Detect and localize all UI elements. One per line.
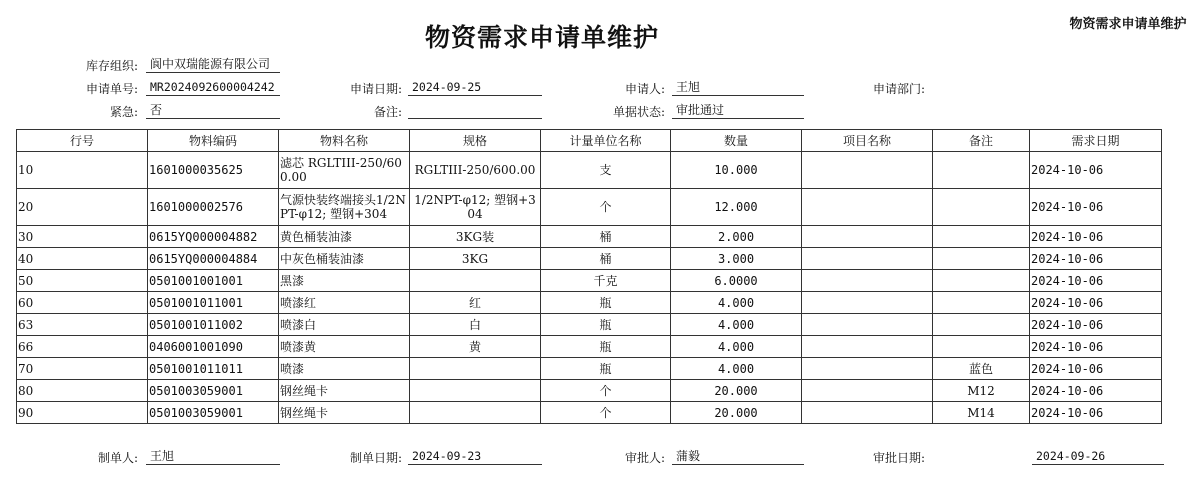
cell-remark [933,314,1030,336]
cell-qty-text: 4.000 [717,295,755,310]
cell-unit [541,226,671,248]
cell-qty [671,248,802,270]
cell-code [148,248,279,270]
request-number-field[interactable]: MR2024092600004242 [146,79,280,96]
col-header-unit: 计量单位名称 [541,130,671,152]
cell-name [279,380,410,402]
cell-qty-text: 3.000 [717,251,755,266]
cell-code [148,402,279,424]
cell-qty [671,380,802,402]
cell-date-text: 2024-10-06 [1031,295,1104,310]
cell-spec [410,270,541,292]
cell-line-text: 20 [18,200,34,214]
cell-qty-text: 4.000 [717,317,755,332]
cell-code-text: 0615YQ000004882 [149,229,258,244]
cell-remark [933,226,1030,248]
cell-date-text: 2024-10-06 [1031,383,1104,398]
table-row[interactable] [17,314,1162,336]
cell-spec-text: RGLTIII-250/600.00 [414,163,536,177]
cell-line-text: 30 [18,229,34,244]
cell-name-text: 钢丝绳卡 [280,383,329,398]
status-field[interactable]: 审批通过 [672,102,804,119]
cell-spec [410,292,541,314]
cell-unit-text: 个 [599,383,612,398]
cell-project [802,380,933,402]
cell-date [1030,226,1162,248]
cell-remark [933,189,1030,226]
cell-spec [410,314,541,336]
cell-remark [933,152,1030,189]
maker-field[interactable]: 王旭 [146,448,280,465]
cell-spec [410,152,541,189]
cell-line [17,248,148,270]
materials-table [16,129,1162,424]
table-row[interactable] [17,292,1162,314]
cell-qty [671,358,802,380]
cell-unit-text: 瓶 [599,317,612,332]
cell-spec-text: 3KG [461,251,489,266]
cell-line-text: 40 [18,251,34,266]
cell-code-text: 0501003059001 [149,405,243,420]
status-label: 单据状态: [612,105,665,119]
cell-unit [541,380,671,402]
cell-spec-text: 1/2NPT-φ12; 塑钢+304 [414,193,536,221]
remark-label: 备注: [373,105,402,119]
cell-line-text: 60 [18,295,34,310]
cell-project [802,314,933,336]
cell-line [17,226,148,248]
cell-spec-text: 红 [468,295,481,310]
cell-remark [933,248,1030,270]
col-header-name: 物料名称 [279,130,410,152]
cell-line [17,380,148,402]
cell-code-text: 0501001011001 [149,295,243,310]
cell-name-text: 中灰色桶装油漆 [280,251,365,266]
cell-spec-text: 白 [468,317,481,332]
cell-qty [671,402,802,424]
table-header-row [17,130,1162,152]
cell-project [802,402,933,424]
col-header-project: 项目名称 [802,130,933,152]
col-header-remark: 备注 [933,130,1030,152]
cell-project [802,248,933,270]
col-header-code: 物料编码 [148,130,279,152]
cell-qty [671,270,802,292]
cell-remark [933,402,1030,424]
cell-code [148,314,279,336]
request-date-field[interactable]: 2024-09-25 [408,79,542,96]
cell-code-text: 0501001001001 [149,273,243,288]
cell-remark [933,380,1030,402]
cell-code [148,292,279,314]
cell-unit-text: 桶 [599,229,612,244]
cell-name [279,226,410,248]
cell-date-text: 2024-10-06 [1031,251,1104,266]
cell-line [17,152,148,189]
request-number-label: 申请单号: [85,82,138,96]
applicant-field[interactable]: 王旭 [672,79,804,96]
cell-qty-text: 20.000 [714,383,758,398]
cell-name [279,358,410,380]
col-header-line: 行号 [17,130,148,152]
cell-qty-text: 6.0000 [714,273,758,288]
cell-qty [671,226,802,248]
cell-project [802,189,933,226]
cell-date-text: 2024-10-06 [1031,163,1104,177]
cell-unit-text: 支 [599,163,612,177]
cell-name-text: 喷漆 [280,361,305,376]
cell-date [1030,189,1162,226]
cell-date-text: 2024-10-06 [1031,273,1104,288]
cell-line [17,189,148,226]
approver-field[interactable]: 蒲毅 [672,448,804,465]
cell-project [802,292,933,314]
cell-remark [933,358,1030,380]
cell-name [279,189,410,226]
cell-remark [933,292,1030,314]
cell-spec-text: 黄 [468,339,481,354]
cell-date [1030,292,1162,314]
cell-qty-text: 12.000 [714,200,758,214]
cell-unit-text: 桶 [599,251,612,266]
cell-qty-text: 4.000 [717,339,755,354]
cell-qty [671,314,802,336]
cell-line-text: 70 [18,361,34,376]
cell-line-text: 63 [18,317,34,332]
cell-unit [541,189,671,226]
cell-name-text: 黄色桶装油漆 [280,229,353,244]
table-row[interactable] [17,226,1162,248]
cell-code [148,336,279,358]
cell-unit [541,152,671,189]
cell-code [148,380,279,402]
cell-qty [671,336,802,358]
cell-name-text: 钢丝绳卡 [280,405,329,420]
cell-project [802,152,933,189]
cell-date-text: 2024-10-06 [1031,200,1104,214]
table-row[interactable] [17,248,1162,270]
table-row[interactable] [17,270,1162,292]
cell-line [17,292,148,314]
cell-date [1030,336,1162,358]
cell-name [279,402,410,424]
cell-date [1030,270,1162,292]
cell-date [1030,248,1162,270]
cell-date-text: 2024-10-06 [1031,405,1104,420]
applicant-label: 申请人: [624,82,665,96]
cell-unit [541,358,671,380]
col-header-spec: 规格 [410,130,541,152]
cell-remark-text: 蓝色 [968,361,993,376]
make-date-label: 制单日期: [349,451,402,465]
table-row[interactable] [17,189,1162,226]
cell-qty-text: 4.000 [717,361,755,376]
cell-remark [933,336,1030,358]
corner-title: 物资需求申请单维护 [1069,17,1187,32]
cell-spec-text: 3KG装 [455,229,495,244]
cell-code-text: 1601000035625 [149,163,243,177]
cell-code-text: 1601000002576 [149,200,243,214]
table-row[interactable] [17,152,1162,189]
cell-unit [541,336,671,358]
cell-qty [671,189,802,226]
cell-code [148,226,279,248]
maker-label: 制单人: [97,451,138,465]
cell-date [1030,314,1162,336]
cell-unit-text: 瓶 [599,295,612,310]
cell-spec [410,226,541,248]
cell-qty [671,152,802,189]
cell-project [802,358,933,380]
cell-code [148,189,279,226]
approver-label: 审批人: [624,451,665,465]
cell-remark [933,270,1030,292]
cell-name [279,152,410,189]
cell-unit [541,314,671,336]
cell-name-text: 喷漆红 [280,295,317,310]
cell-date [1030,380,1162,402]
cell-remark-text: M14 [967,405,995,420]
cell-line-text: 80 [18,383,34,398]
cell-line [17,336,148,358]
cell-unit-text: 瓶 [599,361,612,376]
table-row[interactable] [17,358,1162,380]
cell-code-text: 0406001001090 [149,339,243,354]
cell-project [802,270,933,292]
org-field[interactable]: 阆中双瑞能源有限公司 [146,56,280,73]
table-row[interactable] [17,380,1162,402]
make-date-field[interactable]: 2024-09-23 [408,448,542,465]
cell-unit [541,292,671,314]
cell-code-text: 0501001011011 [149,361,243,376]
cell-line [17,270,148,292]
department-label: 申请部门: [872,82,925,96]
urgent-label: 紧急: [109,105,138,119]
org-label: 库存组织: [85,59,138,73]
cell-unit [541,270,671,292]
cell-date-text: 2024-10-06 [1031,229,1104,244]
cell-unit-text: 个 [599,200,612,214]
cell-name [279,292,410,314]
cell-spec [410,336,541,358]
cell-date [1030,358,1162,380]
cell-project [802,336,933,358]
cell-date-text: 2024-10-06 [1031,361,1104,376]
cell-spec [410,189,541,226]
table-row[interactable] [17,402,1162,424]
cell-spec [410,358,541,380]
cell-date-text: 2024-10-06 [1031,339,1104,354]
cell-name-text: 黑漆 [280,273,305,288]
cell-date-text: 2024-10-06 [1031,317,1104,332]
cell-line-text: 10 [18,163,34,177]
cell-qty-text: 10.000 [714,163,758,177]
cell-name [279,336,410,358]
page-title: 物资需求申请单维护 [424,23,659,52]
cell-code [148,358,279,380]
cell-name [279,314,410,336]
cell-qty [671,292,802,314]
remark-field[interactable] [408,102,542,119]
cell-name [279,270,410,292]
cell-unit [541,402,671,424]
cell-line-text: 90 [18,405,34,420]
table-row[interactable] [17,336,1162,358]
cell-name-text: 气源快装终端接头1/2NPT-φ12; 塑钢+304 [280,193,406,221]
col-header-qty: 数量 [671,130,802,152]
cell-code [148,152,279,189]
cell-name-text: 喷漆白 [280,317,317,332]
cell-code-text: 0501003059001 [149,383,243,398]
cell-line-text: 50 [18,273,34,288]
cell-spec [410,380,541,402]
col-header-date: 需求日期 [1030,130,1162,152]
cell-line [17,358,148,380]
cell-name-text: 滤芯 RGLTIII-250/600.00 [280,156,402,184]
cell-qty-text: 2.000 [717,229,755,244]
department-field[interactable] [932,79,1132,96]
cell-project [802,226,933,248]
cell-line-text: 66 [18,339,34,354]
cell-spec [410,248,541,270]
cell-unit-text: 千克 [593,273,618,288]
cell-qty-text: 20.000 [714,405,758,420]
cell-line [17,402,148,424]
cell-name [279,248,410,270]
cell-unit-text: 个 [599,405,612,420]
cell-date [1030,402,1162,424]
cell-unit [541,248,671,270]
cell-date [1030,152,1162,189]
cell-code-text: 0501001011002 [149,317,243,332]
cell-unit-text: 瓶 [599,339,612,354]
cell-remark-text: M12 [967,383,995,398]
approve-date-label: 审批日期: [872,451,925,465]
approve-date-field[interactable]: 2024-09-26 [1032,448,1164,465]
cell-name-text: 喷漆黄 [280,339,317,354]
cell-code [148,270,279,292]
cell-spec [410,402,541,424]
cell-line [17,314,148,336]
request-date-label: 申请日期: [349,82,402,96]
cell-code-text: 0615YQ000004884 [149,251,258,266]
urgent-field[interactable]: 否 [146,102,280,119]
